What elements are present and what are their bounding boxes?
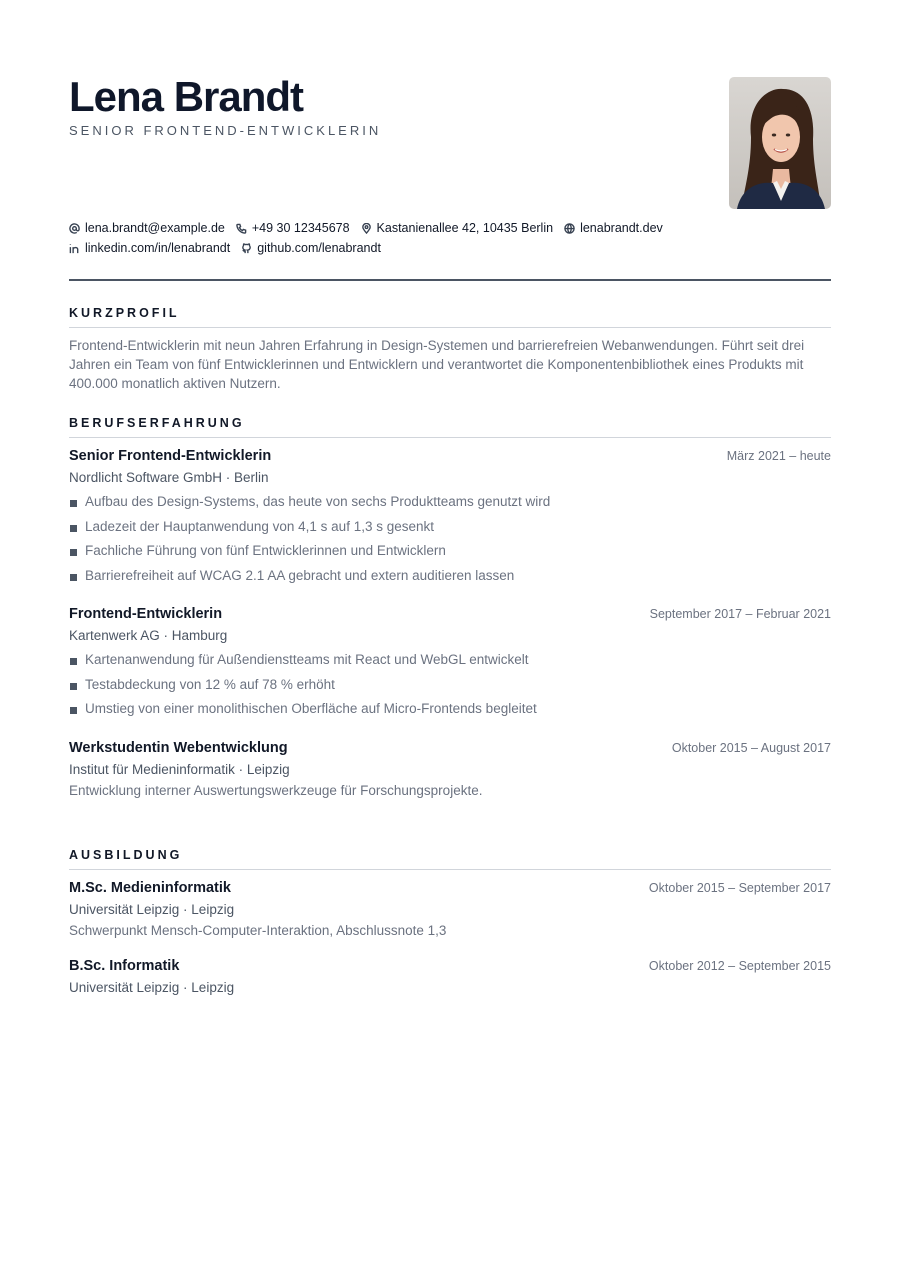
job-description: Entwicklung interner Auswertungswerkzeuge für Forschungsprojekte.	[69, 782, 483, 798]
section-profile	[69, 306, 831, 393]
portrait-image	[729, 77, 831, 209]
globe-icon	[564, 223, 575, 234]
job-bullets	[69, 490, 831, 588]
bullet-item: Barrierefreiheit auf WCAG 2.1 AA gebracht und extern auditieren lassen	[69, 564, 831, 589]
github-text: github.com/lenabrandt	[257, 241, 381, 255]
contact-email[interactable]	[69, 221, 225, 235]
contact-website[interactable]	[564, 221, 663, 235]
degree-date: Oktober 2015 – September 2017	[648, 881, 831, 895]
section-education	[69, 848, 831, 995]
degree-org: Universität Leipzig · Leipzig	[69, 902, 235, 917]
section-experience	[69, 416, 831, 798]
job-title: Senior Frontend-Entwicklerin	[69, 448, 272, 464]
degree-org: Universität Leipzig · Leipzig	[69, 980, 235, 995]
profile-photo	[729, 77, 831, 209]
education-entry	[69, 958, 831, 995]
bullet-item: Fachliche Führung von fünf Entwicklerinnen und Entwicklern	[69, 539, 831, 564]
job-title: Werkstudentin Webentwicklung	[69, 739, 288, 756]
header-divider	[69, 279, 831, 281]
bullet-item: Aufbau des Design-Systems, das heute von sechs Produktteams genutzt wird	[69, 490, 831, 515]
degree-title: B.Sc. Informatik	[69, 958, 180, 974]
candidate-name: Lena Brandt	[69, 73, 304, 120]
website-text: lenabrandt.dev	[580, 221, 663, 235]
phone-icon	[236, 223, 247, 234]
section-heading-profile: KURZPROFIL	[69, 306, 831, 328]
job-title: Frontend-Entwicklerin	[69, 606, 223, 622]
bullet-item: Testabdeckung von 12 % auf 78 % erhöht	[69, 673, 831, 698]
phone-text: +49 30 12345678	[251, 221, 350, 235]
github-icon	[241, 243, 252, 254]
bullet-item: Umstieg von einer monolithischen Oberfläche auf Micro-Frontends begleitet	[69, 697, 831, 722]
contact-info	[69, 218, 831, 258]
resume-page	[69, 0, 831, 995]
section-heading-education: AUSBILDUNG	[69, 848, 831, 870]
contact-phone[interactable]	[236, 221, 350, 235]
education-entry	[69, 880, 831, 938]
contact-address	[361, 221, 554, 235]
job-date: März 2021 – heute	[726, 449, 831, 463]
contact-row-1	[69, 218, 831, 238]
location-pin-icon	[361, 223, 372, 234]
linkedin-icon	[69, 243, 80, 254]
contact-github[interactable]	[241, 241, 381, 255]
bullet-item: Kartenanwendung für Außendienstteams mit React und WebGL entwickelt	[69, 648, 831, 673]
contact-linkedin[interactable]	[69, 241, 230, 255]
job-entry	[69, 740, 831, 798]
job-bullets	[69, 648, 831, 722]
job-org: Institut für Medieninformatik · Leipzig	[69, 761, 290, 777]
resume-header	[69, 0, 831, 282]
at-icon	[69, 223, 80, 234]
section-heading-experience: BERUFSERFAHRUNG	[69, 416, 831, 438]
profile-summary: Frontend-Entwicklerin mit neun Jahren Erfahrung in Design-Systemen und barrierefreien Webanwendungen. Führt seit drei Jahren ein Team von fünf Entwicklerinnen und Entwicklern und verantwortet die Komponentenbibliothek eines Produkts mit 400.000 monatlich aktiven Nutzern.	[69, 338, 805, 391]
degree-description: Schwerpunkt Mensch-Computer-Interaktion, Abschlussnote 1,3	[69, 923, 447, 938]
job-entry	[69, 448, 831, 588]
job-date: Oktober 2015 – August 2017	[671, 740, 831, 755]
job-org: Kartenwerk AG · Hamburg	[69, 628, 228, 643]
bullet-item: Ladezeit der Hauptanwendung von 4,1 s auf 1,3 s gesenkt	[69, 515, 831, 540]
linkedin-text: linkedin.com/in/lenabrandt	[85, 241, 231, 255]
job-entry	[69, 606, 831, 722]
job-date: September 2017 – Februar 2021	[649, 607, 831, 621]
address-text: Kastanienallee 42, 10435 Berlin	[376, 221, 554, 235]
degree-title: M.Sc. Medieninformatik	[69, 880, 231, 896]
candidate-title: SENIOR FRONTEND-ENTWICKLERIN	[69, 123, 382, 138]
contact-row-2	[69, 238, 831, 258]
degree-date: Oktober 2012 – September 2015	[648, 959, 831, 973]
email-text: lena.brandt@example.de	[85, 221, 225, 235]
job-org: Nordlicht Software GmbH · Berlin	[69, 470, 269, 485]
